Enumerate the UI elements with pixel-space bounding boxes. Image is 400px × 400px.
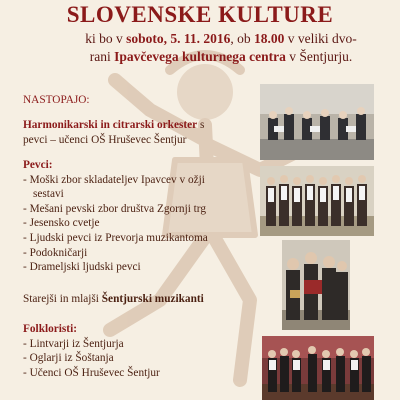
nastopajo-heading: NASTOPAJO:: [23, 94, 90, 106]
intro-text: v Šentjurju.: [285, 49, 353, 64]
intro-text: , ob: [230, 31, 255, 46]
pevci-heading: Pevci:: [23, 159, 53, 171]
list-item: - Moški zbor skladateljev Ipavcev v ožji: [23, 173, 205, 186]
muzikanti-name: Šentjurski muzikanti: [101, 293, 204, 305]
page-title: SLOVENSKE KULTURE: [66, 2, 334, 27]
event-time: 18.00: [254, 31, 285, 46]
orchestra-name: Harmonikarski in citrarski orkester: [23, 119, 198, 131]
list-item: - Podokničarji: [23, 246, 88, 259]
orchestra-suffix: s: [197, 119, 205, 131]
list-item: - Učenci OŠ Hruševec Šentjur: [23, 366, 160, 379]
event-date: soboto, 5. 11. 2016: [126, 31, 231, 46]
intro-text: rani: [89, 49, 115, 64]
musicians-photo: [282, 240, 350, 330]
list-item: - Drameljski ljudski pevci: [23, 261, 141, 274]
muzikanti-prefix: Starejši in mlajši: [23, 293, 102, 305]
folkloristi-block: [23, 322, 160, 380]
event-venue: Ipavčevega kulturnega centra: [114, 49, 286, 64]
intro-text: ki bo v: [85, 31, 127, 46]
folklore-photo: [262, 336, 374, 400]
pevci-block: [23, 158, 208, 275]
list-item: sestavi: [33, 188, 64, 201]
orchestra-line2: pevci – učenci OŠ Hruševec Šentjur: [23, 133, 187, 146]
list-item: - Lintvarji iz Šentjurja: [23, 337, 124, 350]
list-item: - Mešani pevski zbor društva Zgornji trg: [23, 202, 207, 215]
list-item: - Oglarji iz Šoštanja: [23, 352, 114, 365]
list-item: - Ljudski pevci iz Prevorja muzikantoma: [23, 231, 208, 244]
muzikanti-line: [23, 292, 204, 307]
choir-photo: [260, 166, 374, 236]
list-item: - Jesensko cvetje: [23, 217, 100, 230]
intro-text: v veliki dvo-: [284, 31, 357, 46]
orchestra-block: [23, 118, 204, 147]
orchestra-photo: [260, 84, 374, 160]
folkloristi-heading: Folkloristi:: [23, 323, 77, 335]
event-intro: [56, 30, 386, 66]
